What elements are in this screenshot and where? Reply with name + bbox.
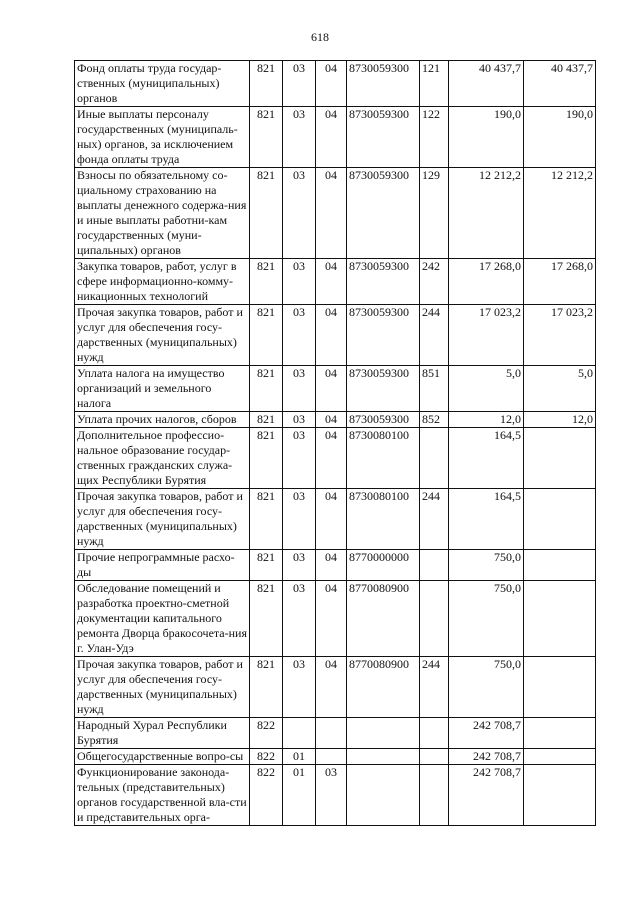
row-vr-cell: 121: [420, 61, 449, 107]
row-rz-cell: 03: [283, 305, 316, 366]
row-name-cell: Общегосударственные вопро-сы: [75, 749, 250, 765]
row-sum1-cell: 40 437,7: [449, 61, 524, 107]
row-sum1-cell: 242 708,7: [449, 749, 524, 765]
row-csr-cell: 8730059300: [347, 107, 420, 168]
row-vr-cell: 129: [420, 168, 449, 259]
row-csr-cell: 8730059300: [347, 305, 420, 366]
table-row: [75, 107, 596, 168]
row-ved-cell: 822: [250, 765, 283, 826]
row-sum1-cell: 12,0: [449, 412, 524, 428]
row-ved-cell: 821: [250, 61, 283, 107]
row-sum2-cell: [524, 489, 596, 550]
row-pr-cell: 04: [316, 581, 347, 657]
row-csr-cell: 8730059300: [347, 168, 420, 259]
row-ved-cell: 821: [250, 107, 283, 168]
row-ved-cell: 821: [250, 489, 283, 550]
row-rz-cell: 03: [283, 168, 316, 259]
row-name-cell: Закупка товаров, работ, услуг в сфере информационно-комму-никационных технологий: [75, 259, 250, 305]
row-csr-cell: [347, 749, 420, 765]
row-ved-cell: 821: [250, 259, 283, 305]
row-sum2-cell: 12 212,2: [524, 168, 596, 259]
row-vr-cell: [420, 550, 449, 581]
row-ved-cell: 821: [250, 168, 283, 259]
row-ved-cell: 821: [250, 412, 283, 428]
row-name-cell: Прочая закупка товаров, работ и услуг для обеспечения госу-дарственных (муниципальных) нужд: [75, 657, 250, 718]
row-rz-cell: [283, 718, 316, 749]
row-sum2-cell: [524, 718, 596, 749]
row-rz-cell: 03: [283, 366, 316, 412]
row-sum1-cell: 17 023,2: [449, 305, 524, 366]
row-csr-cell: 8730059300: [347, 61, 420, 107]
row-rz-cell: 03: [283, 550, 316, 581]
row-pr-cell: 04: [316, 107, 347, 168]
row-name-cell: Народный Хурал Республики Бурятия: [75, 718, 250, 749]
row-rz-cell: 01: [283, 765, 316, 826]
row-ved-cell: 821: [250, 366, 283, 412]
row-sum2-cell: [524, 581, 596, 657]
table-row: [75, 765, 596, 826]
row-ved-cell: 821: [250, 305, 283, 366]
row-sum1-cell: 164,5: [449, 489, 524, 550]
row-csr-cell: 8730059300: [347, 412, 420, 428]
row-pr-cell: 04: [316, 657, 347, 718]
row-csr-cell: 8770080900: [347, 657, 420, 718]
row-pr-cell: 04: [316, 412, 347, 428]
table-row: [75, 489, 596, 550]
row-csr-cell: [347, 718, 420, 749]
table-row: [75, 718, 596, 749]
row-sum1-cell: 12 212,2: [449, 168, 524, 259]
row-vr-cell: 244: [420, 305, 449, 366]
row-name-cell: Иные выплаты персоналу государственных (муниципаль-ных) органов, за исключением фонда оплаты труда: [75, 107, 250, 168]
row-sum1-cell: 750,0: [449, 581, 524, 657]
row-sum1-cell: 242 708,7: [449, 765, 524, 826]
row-rz-cell: 03: [283, 107, 316, 168]
row-pr-cell: 04: [316, 489, 347, 550]
row-vr-cell: [420, 718, 449, 749]
row-vr-cell: 851: [420, 366, 449, 412]
row-pr-cell: 04: [316, 428, 347, 489]
row-pr-cell: 04: [316, 61, 347, 107]
row-ved-cell: 821: [250, 657, 283, 718]
row-ved-cell: 821: [250, 550, 283, 581]
row-sum2-cell: [524, 550, 596, 581]
row-pr-cell: 04: [316, 305, 347, 366]
row-csr-cell: 8770080900: [347, 581, 420, 657]
row-vr-cell: [420, 428, 449, 489]
row-vr-cell: 852: [420, 412, 449, 428]
row-name-cell: Прочая закупка товаров, работ и услуг для обеспечения госу-дарственных (муниципальных) нужд: [75, 305, 250, 366]
row-sum2-cell: 12,0: [524, 412, 596, 428]
row-vr-cell: 244: [420, 657, 449, 718]
row-rz-cell: 03: [283, 412, 316, 428]
row-vr-cell: [420, 749, 449, 765]
row-pr-cell: [316, 749, 347, 765]
row-vr-cell: [420, 765, 449, 826]
row-rz-cell: 03: [283, 489, 316, 550]
row-sum1-cell: 5,0: [449, 366, 524, 412]
row-sum1-cell: 190,0: [449, 107, 524, 168]
row-name-cell: Фонд оплаты труда государ-ственных (муниципальных) органов: [75, 61, 250, 107]
row-name-cell: Уплата прочих налогов, сборов: [75, 412, 250, 428]
row-sum2-cell: [524, 428, 596, 489]
row-rz-cell: 03: [283, 428, 316, 489]
table-row: [75, 305, 596, 366]
row-sum2-cell: [524, 657, 596, 718]
row-csr-cell: 8730080100: [347, 489, 420, 550]
row-name-cell: Взносы по обязательному со-циальному страхованию на выплаты денежного содержа-ния и иные выплаты работни-кам государственных (муни-ципальных) органов: [75, 168, 250, 259]
row-sum1-cell: 242 708,7: [449, 718, 524, 749]
row-sum1-cell: 164,5: [449, 428, 524, 489]
row-name-cell: Обследование помещений и разработка проектно-сметной документации капитального ремонта Дворца бракосочета-ния г. Улан-Удэ: [75, 581, 250, 657]
row-name-cell: Прочие непрограммные расхо-ды: [75, 550, 250, 581]
row-vr-cell: 242: [420, 259, 449, 305]
row-sum2-cell: 17 023,2: [524, 305, 596, 366]
row-vr-cell: [420, 581, 449, 657]
row-rz-cell: 01: [283, 749, 316, 765]
row-sum1-cell: 17 268,0: [449, 259, 524, 305]
row-csr-cell: 8730080100: [347, 428, 420, 489]
row-pr-cell: 04: [316, 366, 347, 412]
row-pr-cell: 03: [316, 765, 347, 826]
table-row: [75, 61, 596, 107]
row-ved-cell: 822: [250, 718, 283, 749]
row-sum2-cell: [524, 765, 596, 826]
row-rz-cell: 03: [283, 581, 316, 657]
table-row: [75, 366, 596, 412]
row-sum2-cell: [524, 749, 596, 765]
row-rz-cell: 03: [283, 259, 316, 305]
row-sum1-cell: 750,0: [449, 550, 524, 581]
row-pr-cell: [316, 718, 347, 749]
row-name-cell: Дополнительное профессио-нальное образование государ-ственных гражданских служа-щих Республики Бурятия: [75, 428, 250, 489]
row-pr-cell: 04: [316, 550, 347, 581]
row-ved-cell: 821: [250, 581, 283, 657]
table-row: [75, 168, 596, 259]
row-vr-cell: 122: [420, 107, 449, 168]
row-ved-cell: 822: [250, 749, 283, 765]
table-row: [75, 749, 596, 765]
row-csr-cell: 8730059300: [347, 366, 420, 412]
row-sum2-cell: 190,0: [524, 107, 596, 168]
budget-table: [74, 60, 596, 826]
page-number: 618: [311, 30, 329, 44]
row-ved-cell: 821: [250, 428, 283, 489]
row-pr-cell: 04: [316, 168, 347, 259]
row-rz-cell: 03: [283, 61, 316, 107]
row-csr-cell: [347, 765, 420, 826]
row-sum2-cell: 5,0: [524, 366, 596, 412]
row-name-cell: Уплата налога на имущество организаций и земельного налога: [75, 366, 250, 412]
row-vr-cell: 244: [420, 489, 449, 550]
table-row: [75, 259, 596, 305]
row-rz-cell: 03: [283, 657, 316, 718]
table-row: [75, 550, 596, 581]
budget-table-body: [75, 61, 596, 826]
row-csr-cell: 8770000000: [347, 550, 420, 581]
row-sum1-cell: 750,0: [449, 657, 524, 718]
row-name-cell: Функционирование законода-тельных (представительных) органов государственной вла-сти и представительных орга-: [75, 765, 250, 826]
row-sum2-cell: 40 437,7: [524, 61, 596, 107]
row-name-cell: Прочая закупка товаров, работ и услуг для обеспечения госу-дарственных (муниципальных) нужд: [75, 489, 250, 550]
row-pr-cell: 04: [316, 259, 347, 305]
table-row: [75, 581, 596, 657]
row-sum2-cell: 17 268,0: [524, 259, 596, 305]
table-row: [75, 412, 596, 428]
table-row: [75, 657, 596, 718]
row-csr-cell: 8730059300: [347, 259, 420, 305]
table-row: [75, 428, 596, 489]
